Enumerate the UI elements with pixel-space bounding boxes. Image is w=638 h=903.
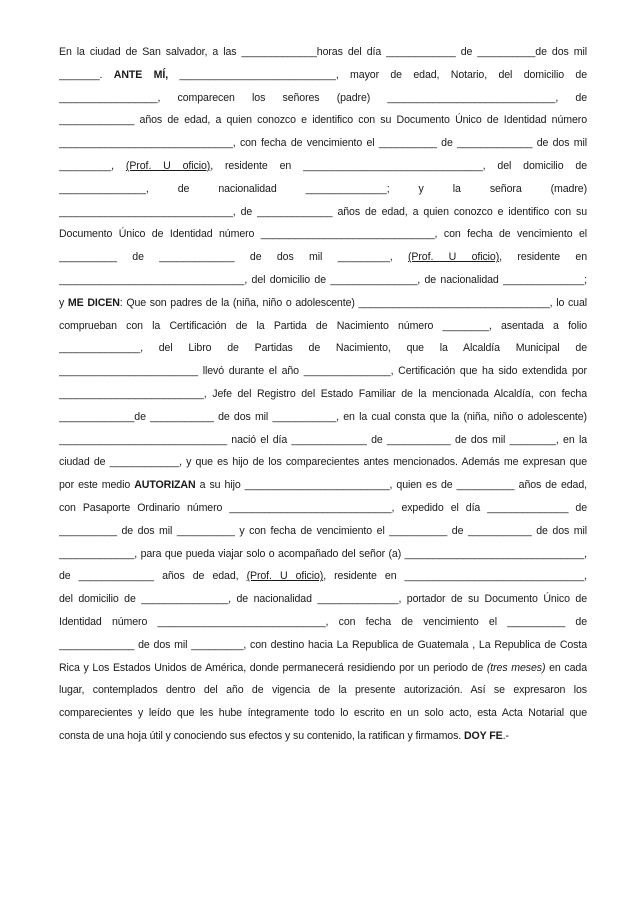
line-text: _____________________________ nació el día _____________ de ___________ de dos mil ________, en la [59, 433, 587, 446]
document-line [59, 223, 587, 246]
document-line [59, 634, 587, 657]
document-line [59, 679, 587, 702]
emphasized-text: (tres meses) [486, 661, 546, 674]
document-line [59, 360, 587, 383]
line-text: , residente en [499, 251, 587, 264]
line-text: Identidad número _____________________________, con fecha de vencimiento el __________ de [59, 615, 587, 628]
line-text: Rica y Los Estados Unidos de América, donde permanecerá residiendo por un periodo de [59, 661, 487, 674]
document-line [59, 543, 587, 566]
emphasized-text: (Prof. U oficio) [246, 570, 324, 583]
line-text: _____________ de dos mil _________, con destino hacia La Republica de Guatemala , La Republica de Costa [59, 638, 587, 651]
line-text: _______. [59, 68, 114, 81]
line-text: ______________, del Libro de Partidas de Nacimiento, que la Alcaldía Municipal de [59, 342, 587, 355]
emphasized-text: (Prof. U oficio) [125, 159, 211, 172]
emphasized-text: (Prof. U oficio) [407, 251, 500, 264]
document-line [59, 87, 587, 110]
document-line [59, 588, 587, 611]
line-text: Documento Único de Identidad número ______________________________, con fecha de vencimiento el [59, 228, 587, 241]
line-text: ciudad de ____________, y que es hijo de los comparecientes antes mencionados. Además me expresan que [59, 456, 587, 469]
document-line [59, 497, 587, 520]
line-text: del domicilio de _______________, de nacionalidad ______________, portador de su Documento Único de [59, 593, 587, 606]
line-text: , residente en _______________________________, [323, 570, 587, 583]
line-text: en cada [545, 661, 587, 674]
line-text: En la ciudad de San salvador, a las _____________horas del día ____________ de __________de dos mil [59, 46, 587, 58]
line-text: .- [502, 729, 509, 742]
line-text: consta de una hoja útil y conociendo sus efectos y su contenido, la ratifican y firmamos. [59, 729, 464, 742]
line-text: ________________________ llevó durante el año _______________, Certificación que ha sido extendida por [59, 365, 587, 378]
document-line [59, 178, 587, 201]
document-line [59, 451, 587, 474]
document-line [59, 41, 587, 64]
line-text: __________ de _____________ de dos mil _________, [59, 251, 408, 264]
emphasized-text: AUTORIZAN [134, 479, 196, 492]
line-text: __________ de dos mil __________ y con fecha de vencimiento el __________ de ___________ de dos mil [59, 524, 587, 537]
line-text: _________________, comparecen los señores (padre) _____________________________, de [59, 91, 587, 104]
line-text: comprueban con la Certificación de la Partida de Nacimiento número ________, asentada a folio [59, 319, 587, 332]
notarial-act-body [59, 41, 587, 748]
line-text: ___________________________, mayor de edad, Notario, del domicilio de [168, 68, 587, 81]
document-line [59, 292, 587, 315]
line-text: comparecientes y leído que les hube íntegramente todo lo escrito en un solo acto, esta Acta Notarial que [59, 707, 587, 720]
line-text: : Que son padres de la (niña, niño o adolescente) _________________________________, lo cual [119, 296, 587, 309]
document-line [59, 565, 587, 588]
document-line [59, 269, 587, 292]
document-line [59, 406, 587, 429]
line-text: ________________________________, del domicilio de _______________, de nacionalidad ______________; [59, 273, 587, 286]
document-line [59, 725, 587, 748]
document-line [59, 611, 587, 634]
document-line [59, 315, 587, 338]
document-line [59, 474, 587, 497]
line-text: ______________________________, con fecha de vencimiento el __________ de _____________ de dos mil [59, 137, 587, 150]
document-line [59, 246, 587, 269]
document-line [59, 109, 587, 132]
line-text: _____________, para que pueda viajar solo o acompañado del señor (a) _______________________________, [59, 547, 587, 560]
line-text: _________, [59, 159, 126, 172]
line-text: _______________, de nacionalidad ______________; y la señora (madre) [59, 182, 587, 195]
emphasized-text: ANTE MÍ, [113, 68, 169, 81]
document-line [59, 520, 587, 543]
document-line [59, 702, 587, 725]
document-line [59, 155, 587, 178]
emphasized-text: DOY FE [463, 729, 503, 742]
line-text: _____________ años de edad, a quien conozco e identifico con su Documento Único de Identidad número [59, 114, 587, 127]
line-text: , residente en _______________________________, del domicilio de [210, 159, 587, 172]
line-text: y [59, 296, 68, 309]
line-text: por este medio [59, 479, 135, 492]
document-line [59, 657, 587, 680]
line-text: de _____________ años de edad, [59, 570, 247, 583]
document-line [59, 201, 587, 224]
document-line [59, 337, 587, 360]
line-text: con Pasaporte Ordinario número ____________________________, expedido el día ______________ de [59, 501, 587, 514]
line-text: lugar, contemplados dentro del año de vigencia de la presente autorización. Así se expresaron los [59, 684, 587, 697]
document-line [59, 64, 587, 87]
document-line [59, 132, 587, 155]
document-line [59, 429, 587, 452]
line-text: a su hijo _________________________, quien es de __________ años de edad, [195, 479, 587, 492]
line-text: ______________________________, de _____________ años de edad, a quien conozco e identifico con su [59, 205, 587, 218]
emphasized-text: ME DICEN [67, 296, 120, 309]
line-text: _____________de ___________ de dos mil ___________, en la cual consta que la (niña, niño o adolescente) [59, 410, 587, 423]
document-line [59, 383, 587, 406]
line-text: _________________________, Jefe del Registro del Estado Familiar de la mencionada Alcaldía, con fecha [59, 387, 587, 400]
